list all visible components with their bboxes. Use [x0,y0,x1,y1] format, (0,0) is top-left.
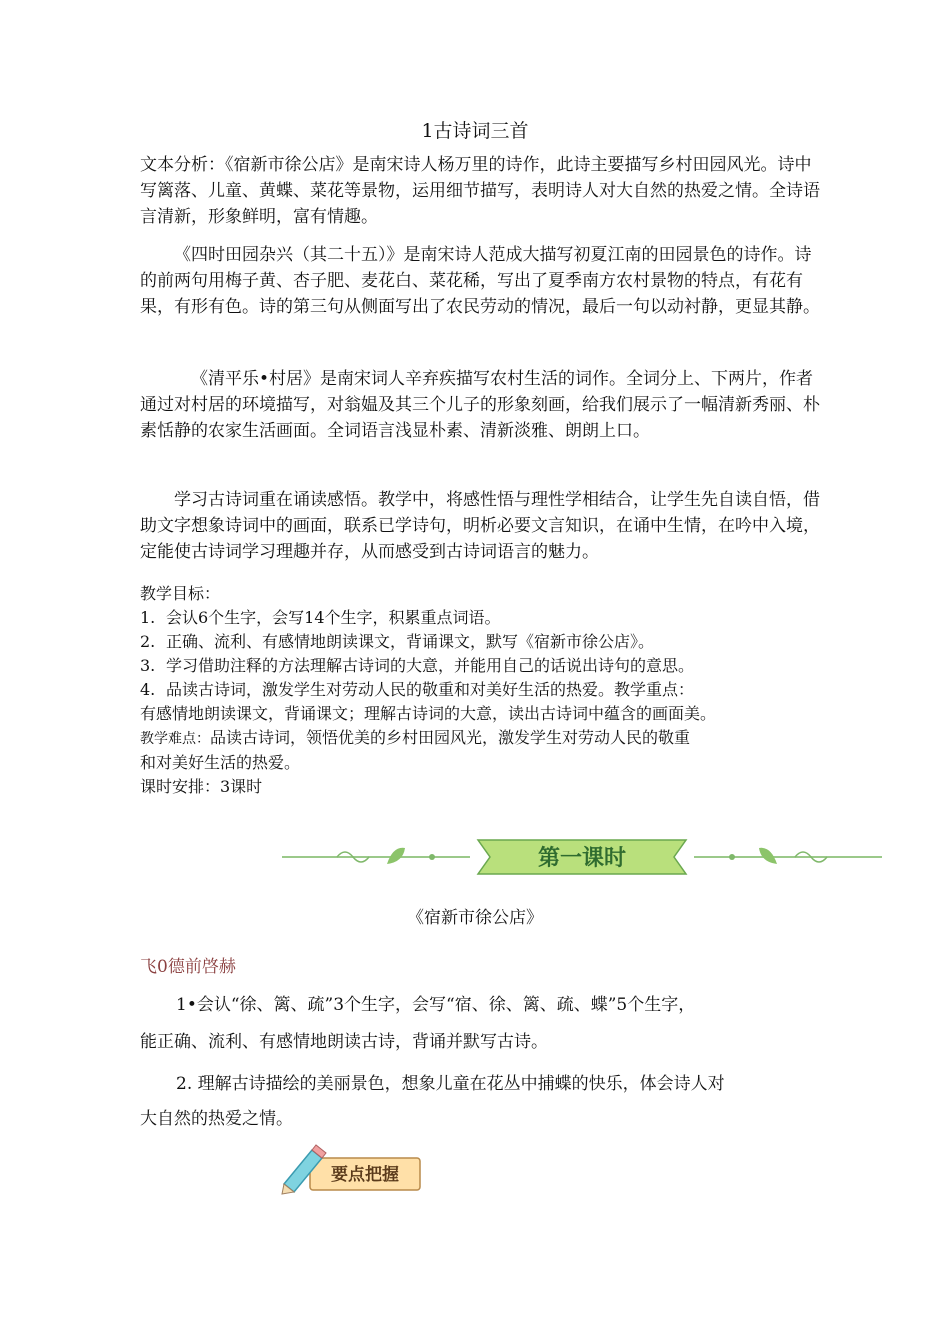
key-point-text: 有感情地朗读课文，背诵课文；理解古诗词的大意，读出古诗词中蕴含的画面美。 [140,704,717,723]
objective-2: 2. 理解古诗描绘的美丽景色，想象儿童在花丛中捕蝶的快乐，体会诗人对 [176,1074,725,1094]
objective-1-continued: 能正确、流利、有感情地朗读古诗，背诵并默写古诗。 [140,1032,548,1052]
analysis-paragraph-2: 《四时田园杂兴（其二十五）》是南宋诗人范成大描写初夏江南的田园景色的诗作。诗的前两句用梅子黄、杏子肥、麦花白、菜花稀，写出了夏季南方农村景物的特点，有花有果，有形有色。诗的第三句从侧面写出了农民劳动的情况，最后一句以动衬静，更显其静。 [140,245,820,317]
key-points-badge [280,1140,430,1196]
lesson-title: 1古诗词三首 [421,120,529,142]
banner-text: 第一课时 [537,845,627,871]
difficulty-line [140,726,840,751]
analysis-paragraph-3: 《清平乐•村居》是南宋词人辛弃疾描写农村生活的词作。全词分上、下两片，作者通过对村居的环境描写，对翁媪及其三个儿子的形象刻画，给我们展示了一幅清新秀丽、朴素恬静的农家生活画面。全词语言浅显朴素、清新淡雅、朗朗上口。 [140,369,820,441]
goal-item: 4. 品读古诗词，激发学生对劳动人民的敬重和对美好生活的热爱。教学重点： [140,680,695,699]
poem-title: 《宿新市徐公店》 [407,908,543,928]
lesson-banner [282,834,882,880]
goal-item: 3. 学习借助注释的方法理解古诗词的大意，并能用自己的话说出诗句的意思。 [140,656,695,675]
objective-2-continued: 大自然的热爱之情。 [140,1109,293,1129]
leaf-icon [759,848,777,864]
badge-text: 要点把握 [331,1165,399,1185]
goals-heading: 教学目标： [140,584,221,603]
analysis-paragraph-1: 文本分析：《宿新市徐公店》是南宋诗人杨万里的诗作，此诗主要描写乡村田园风光。诗中写篱落、儿童、黄蝶、菜花等景物，运用细节描写，表明诗人对大自然的热爱之情。全诗语言清新，形象鲜明，富有情趣。 [140,155,820,227]
difficulty-text: 品读古诗词，领悟优美的乡村田园风光，激发学生对劳动人民的敬重 [210,728,691,747]
schedule-text: 课时安排：3课时 [140,777,263,796]
teaching-goals [140,582,840,799]
goal-item: 1. 会认6个生字，会写14个生字，积累重点词语。 [140,608,501,627]
goal-item: 2. 正确、流利、有感情地朗读课文，背诵课文，默写《宿新市徐公店》。 [140,632,655,651]
difficulty-label: 教学难点： [140,731,210,747]
objective-1: 1•会认“徐、篱、疏”3个生字，会写“宿、徐、篱、疏、蝶”5个生字， [176,995,696,1015]
analysis-paragraph-4: 学习古诗词重在诵读感悟。教学中，将感性悟与理性学相结合，让学生先自读自悟，借助文字想象诗词中的画面，联系已学诗句，明析必要文言知识，在诵中生情，在吟中入境，定能使古诗词学习理趣并存，从而感受到古诗词语言的魅力。 [140,490,820,562]
leaf-icon [387,848,405,864]
difficulty-continued: 和对美好生活的热爱。 [140,753,301,772]
section-heading: 飞0德前啓赫 [140,957,236,977]
